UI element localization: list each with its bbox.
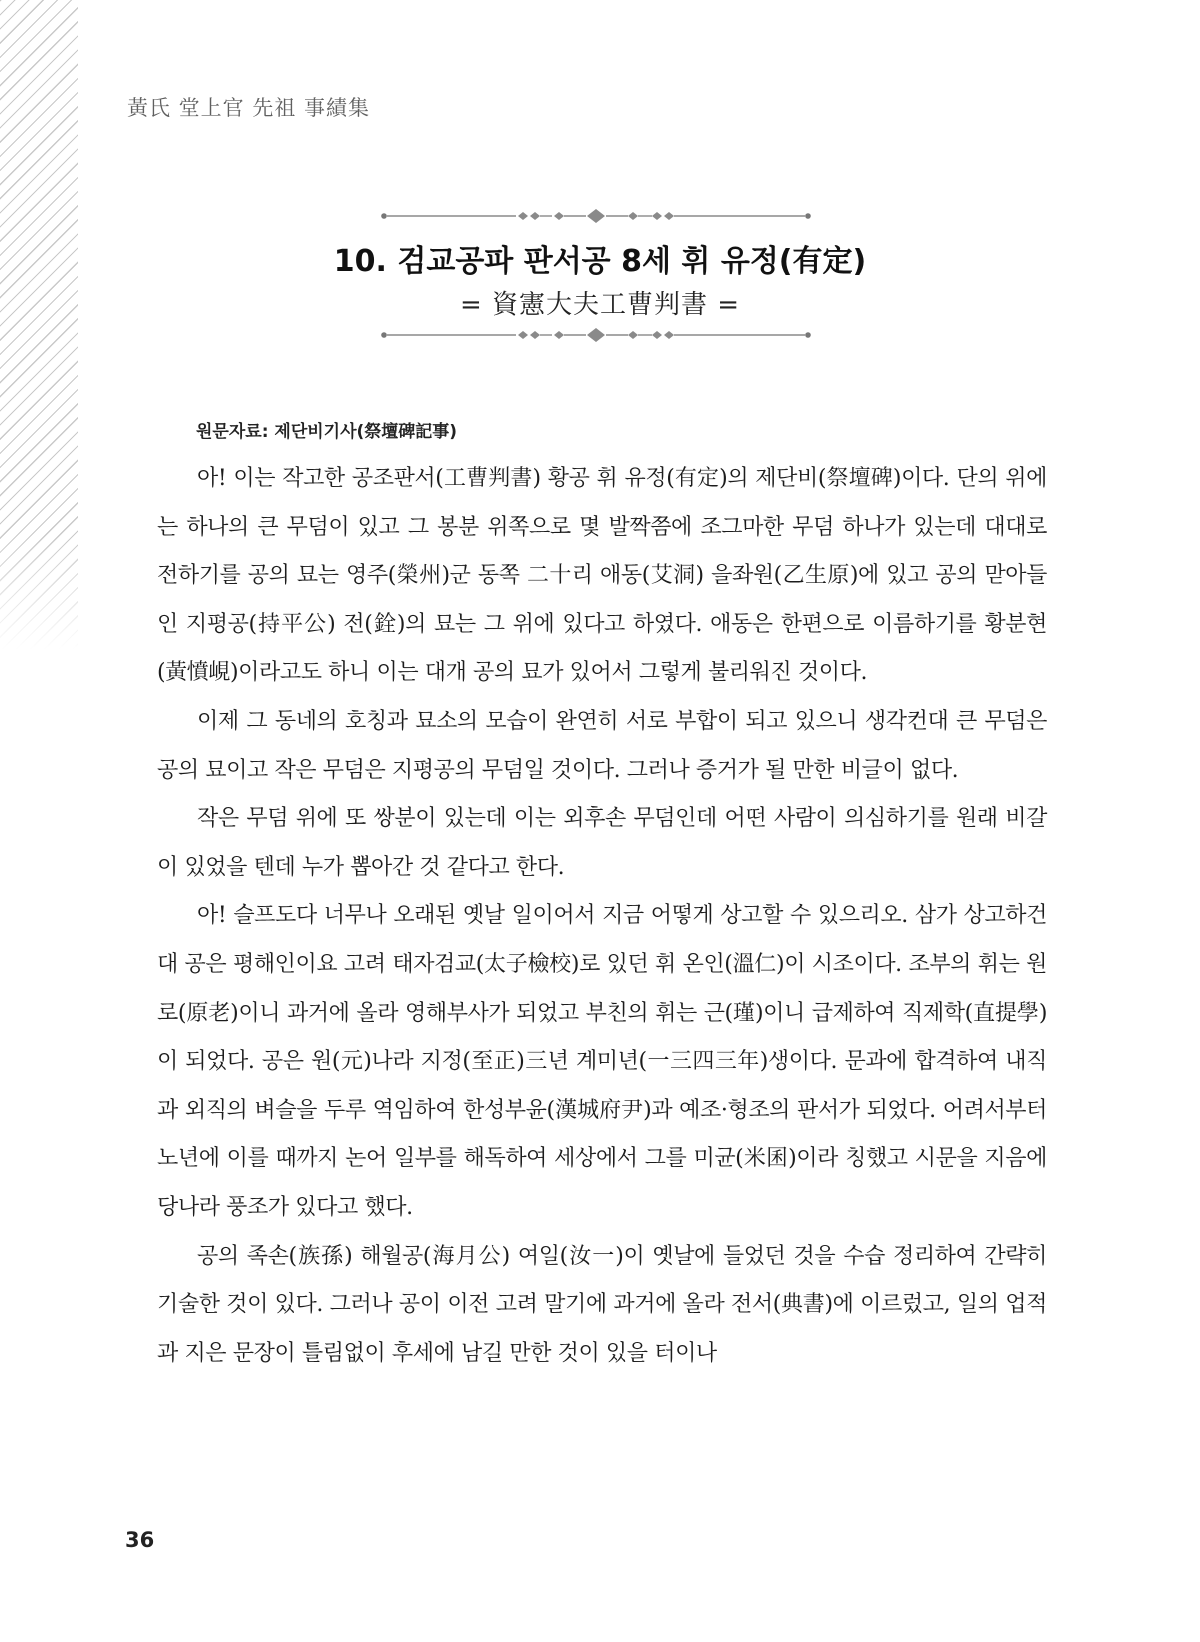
paragraph: 이제 그 동네의 호칭과 묘소의 모습이 완연히 서로 부합이 되고 있으니 생각컨대 큰 무덤은 공의 묘이고 작은 무덤은 지평공의 무덤일 것이다. 그러나 증거가 될 만한 비글이 없다. xyxy=(157,708,1047,783)
title-ornament-bottom xyxy=(380,327,812,343)
running-header: 黃氏 堂上官 先祖 事績集 xyxy=(127,96,371,120)
paragraph: 작은 무덤 위에 또 쌍분이 있는데 이는 외후손 무덤인데 어떤 사람이 의심하기를 원래 비갈이 있었을 텐데 누가 뽑아간 것 같다고 한다. xyxy=(157,806,1047,880)
decorative-stripes xyxy=(0,0,78,650)
chapter-subtitle: = 資憲大夫工曹判書 = xyxy=(459,290,741,320)
title-ornament-top xyxy=(380,208,812,224)
chapter-title: 10. 검교공파 판서공 8세 휘 유정(有定) xyxy=(333,244,867,279)
body-text xyxy=(157,455,1047,1378)
paragraph: 아! 슬프도다 너무나 오래된 옛날 일이어서 지금 어떻게 상고할 수 있으리오. 삼가 상고하건대 공은 평해인이요 고려 태자검교(太子檢校)로 있던 휘 온인(溫仁)이 시조이다. 조부의 휘는 원로(原老)이니 과거에 올라 영해부사가 되었고 부친의 휘는 근(瑾)이니 급제하여 직제학(直提學)이 되었다. 공은 원(元)나라 지정(至正)三년 계미년(一三四三年)생이다. 문과에 합격하여 내직과 외직의 벼슬을 두루 역임하여 한성부윤(漢城府尹)과 예조·형조의 판서가 되었다. 어려서부터 노년에 이를 때까지 논어 일부를 해독하여 세상에서 그를 미균(米囷)이라 칭했고 시문을 지음에 당나라 풍조가 있다고 했다. xyxy=(157,903,1047,1220)
paragraph: 아! 이는 작고한 공조판서(工曹判書) 황공 휘 유정(有定)의 제단비(祭壇碑)이다. 단의 위에는 하나의 큰 무덤이 있고 그 봉분 위쪽으로 몇 발짝쯤에 조그마한 무덤 하나가 있는데 대대로 전하기를 공의 묘는 영주(榮州)군 동쪽 二十리 애동(艾洞) 을좌원(乙生原)에 있고 공의 맏아들인 지평공(持平公) 전(銓)의 묘는 그 위에 있다고 하였다. 애동은 한편으로 이름하기를 황분현(黃憤峴)이라고도 하니 이는 대개 공의 묘가 있어서 그렇게 불리워진 것이다. xyxy=(157,466,1047,686)
page-number: 36 xyxy=(125,1528,155,1552)
paragraph: 공의 족손(族孫) 해월공(海月公) 여일(汝一)이 옛날에 들었던 것을 수습 정리하여 간략히 기술한 것이 있다. 그러나 공이 이전 고려 말기에 과거에 올라 전서(典書)에 이르렀고, 일의 업적과 지은 문장이 틀림없이 후세에 남길 만한 것이 있을 터이나 xyxy=(157,1243,1047,1366)
source-label: 원문자료: 제단비기사(祭壇碑記事) xyxy=(196,422,458,442)
